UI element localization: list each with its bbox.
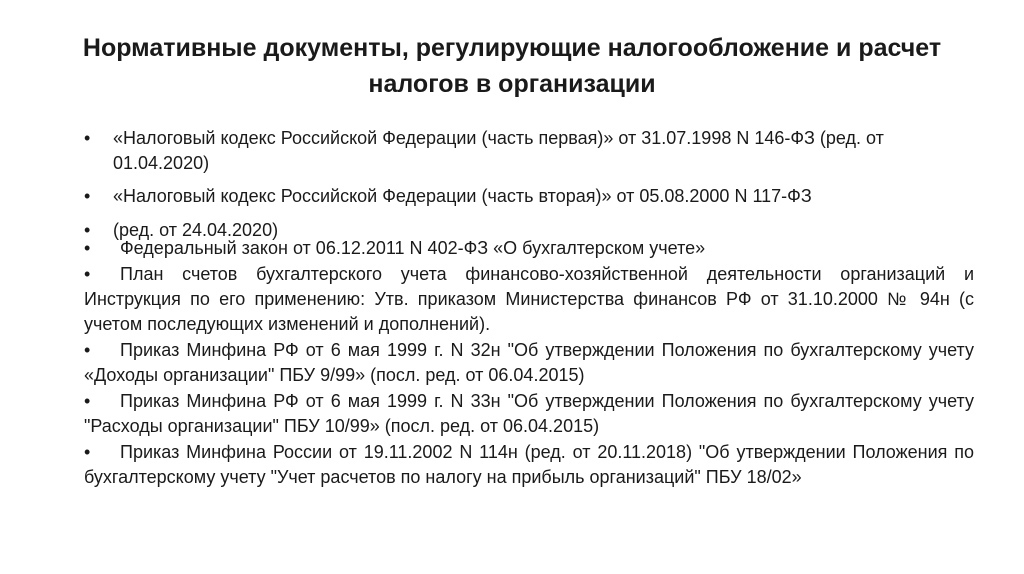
list-item <box>84 338 974 388</box>
bullet-icon: • <box>84 238 91 258</box>
list-item-text: План счетов бухгалтерского учета финансово-хозяйственной деятельности организаций и Инструкция по его применению: Утв. приказом Министерства финансов РФ от 31.10.2000 № 94н (с учетом последующих изменений и дополнений). <box>84 264 974 334</box>
list-item <box>84 184 974 209</box>
slide-title-line-2: налогов в организации <box>368 70 656 98</box>
list-item-text: (ред. от 24.04.2020) <box>113 219 279 240</box>
list-item <box>84 440 974 490</box>
bullet-icon: • <box>84 186 91 206</box>
list-item <box>84 126 974 175</box>
bullet-icon: • <box>84 391 91 411</box>
list-item <box>84 389 974 439</box>
bullet-icon: • <box>84 264 91 284</box>
slide-title-line-1: Нормативные документы, регулирующие налогообложение и расчет <box>82 34 942 62</box>
list-item-text: «Налоговый кодекс Российской Федерации (часть вторая)» от 05.08.2000 N 117-ФЗ <box>113 186 812 206</box>
bullet-icon: • <box>84 340 91 360</box>
list-item-text: Приказ Минфина РФ от 6 мая 1999 г. N 33н "Об утверждении Положения по бухгалтерскому учету "Расходы организации" ПБУ 10/99» (посл. ред. от 06.04.2015) <box>84 391 974 436</box>
bullet-icon: • <box>84 219 91 240</box>
list-item <box>84 262 974 337</box>
bullet-list-indented <box>84 126 974 242</box>
list-item <box>84 236 974 261</box>
list-item-text: «Налоговый кодекс Российской Федерации (часть первая)» от 31.07.1998 N 146-ФЗ (ред. от 01.04.2020) <box>113 128 884 173</box>
bullet-list-flush <box>84 236 974 491</box>
bullet-icon: • <box>84 128 91 148</box>
slide-title <box>40 30 984 102</box>
bullet-icon: • <box>84 442 91 462</box>
list-item-text: Приказ Минфина РФ от 6 мая 1999 г. N 32н "Об утверждении Положения по бухгалтерскому учету «Доходы организации" ПБУ 9/99» (посл. ред. от 06.04.2015) <box>84 340 974 385</box>
list-item-text: Федеральный закон от 06.12.2011 N 402-ФЗ «О бухгалтерском учете» <box>120 238 706 258</box>
list-item-text: Приказ Минфина России от 19.11.2002 N 114н (ред. от 20.11.2018) "Об утверждении Положения по бухгалтерскому учету "Учет расчетов по налогу на прибыль организаций" ПБУ 18/02» <box>84 442 974 487</box>
